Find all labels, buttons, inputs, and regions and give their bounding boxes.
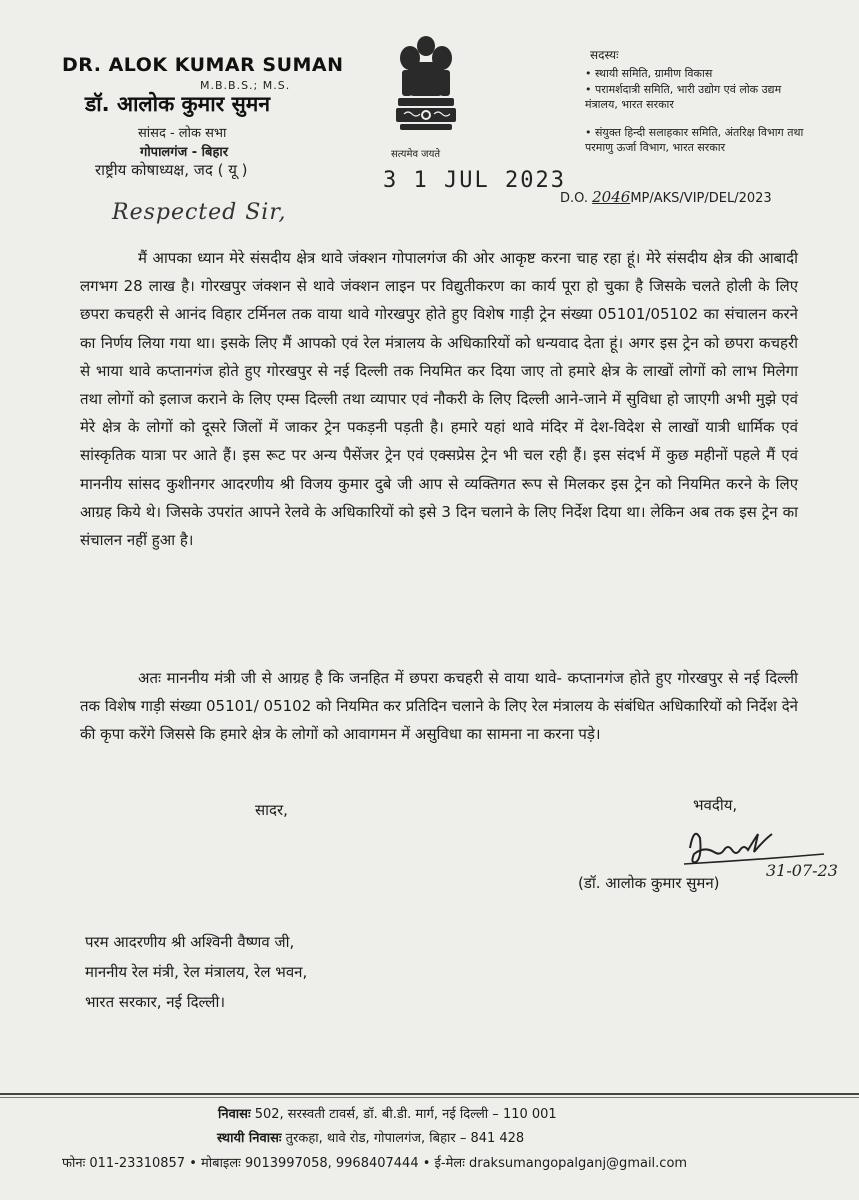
body-paragraph-1: मैं आपका ध्यान मेरे संसदीय क्षेत्र थावे जंक्शन गोपालगंज की ओर आकृष्ट करना चाह रहा हूं। मेरे संसदीय क्षेत्र की आबादी लगभग 28 लाख है। गोरखपुर जंक्शन से थावे जंक्शन लाइन पर विद्युतीकरण का कार्य पूरा हो चुका है जिसके चलते होली के लिए छपरा कचहरी से आनंद विहार टर्मिनल तक वाया थावे गोरखपुर होते हुए विशेष गाड़ी ट्रेन संख्या 05101/05102 का संचालन करने का निर्णय लिया गया था। इसके लिए मैं आपको एवं रेल मंत्रालय के अधिकारियों को धन्यवाद देता हूं। अगर इस ट्रेन को छपरा कचहरी से भाया थावे कप्तानगंज होते हुए गोरखपुर से नई दिल्ली तक नियमित कर दिया जाए तो हमारे क्षेत्र के लाखों लोगों को लाभ मिलेगा तथा लोगों को इलाज कराने के लिए एम्स दिल्ली तथा व्यापार एवं नौकरी के लिए दिल्ली आने-जाने में सुविधा हो जाएगी अभी मुझे एवं मेरे क्षेत्र के लोगों को दूसरे जिलों में जाकर ट्रेन पकड़नी पड़ती है। हमारे यहां थावे मंदिर में देश-विदेश से लाखों यात्री धार्मिक एवं सांस्कृतिक यात्रा पर आते हैं। इस रूट पर अन्य पैसेंजर ट्रेन एवं एक्सप्रेस ट्रेन भी चल रही हैं। इस संदर्भ में कुछ महीनों पहले मैं एवं माननीय सांसद कुशीनगर आदरणीय श्री विजय कुमार दुबे जी आप से व्यक्तिगत रूप से मिलकर इस ट्रेन को नियमित करने के लिए आग्रह किये थे। जिसके उपरांत आपने रेलवे के अधिकारियों को इसे 3 दिन चलाने के लिए निर्देश दिया था। लेकिन अब तक इस ट्रेन का संचालन नहीं हुआ है। [80,249,798,550]
letterhead-degree: M.B.B.S.; M.S. [200,79,291,92]
footer-divider [0,1093,859,1095]
mobile-number: 9013997058, 9968407444 [244,1156,419,1171]
footer-divider [0,1097,859,1098]
addressee-line: परम आदरणीय श्री अश्विनी वैष्णव जी, [85,933,295,951]
do-number: 2046 [592,188,631,206]
membership-item: • स्थायी समिति, ग्रामीण विकास [585,67,713,80]
email-address: draksumangopalganj@gmail.com [468,1156,688,1171]
membership-item: • संयुक्त हिन्दी सलाहकार समिति, अंतरिक्ष विभाग तथा परमाणु ऊर्जा विभाग, भारत सरकार [585,126,804,154]
footer-permanent-residence: स्थायी निवासः तुरकहा, थावे रोड, गोपालगंज, बिहार – 841 428 [217,1131,525,1146]
membership-title: सदस्यः [590,48,619,62]
do-reference: D.O. 2046MP/AKS/VIP/DEL/2023 [560,188,772,206]
letterhead-line-mp: सांसद - लोक सभा [138,126,227,141]
national-emblem-icon [386,32,466,142]
letterhead-name-hindi: डॉ. आलोक कुमार सुमन [85,92,270,116]
footer-residence: निवासः 502, सरस्वती टावर्स, डॉ. बी.डी. मार्ग, नई दिल्ली – 110 001 [218,1107,557,1122]
signer-name: (डॉ. आलोक कुमार सुमन) [578,874,720,892]
emblem-motto: सत्यमेव जयते [391,149,441,160]
addressee-line: भारत सरकार, नई दिल्ली। [85,993,226,1011]
phone-number: 011-23310857 [89,1156,186,1171]
date-stamp: 3 1 JUL 2023 [383,168,566,193]
letterhead-name-english: DR. ALOK KUMAR SUMAN [62,54,344,76]
bullet-icon: • [585,126,592,139]
closing-sadar: सादर, [255,801,288,819]
addressee-line: माननीय रेल मंत्री, रेल मंत्रालय, रेल भवन, [85,963,308,981]
closing-bhavdiy: भवदीय, [693,796,738,814]
signature-date: 31-07-23 [766,861,838,880]
signature-icon [678,818,838,880]
membership-item: • परामर्शदात्री समिति, भारी उद्योग एवं लोक उद्यम मंत्रालय, भारत सरकार [585,83,782,111]
bullet-icon: • [585,83,592,96]
bullet-icon: • [585,67,592,80]
separator-icon: • [422,1156,431,1171]
letterhead-line-constituency: गोपालगंज - बिहार [140,145,229,160]
separator-icon: • [189,1156,197,1171]
salutation: Respected Sir, [112,200,287,225]
footer-contacts: फोनः 011-23310857 • मोबाइलः 9013997058, 9968407444 • ई-मेलः draksumangopalganj@gmail.com [62,1156,688,1171]
letterhead-line-treasurer: राष्ट्रीय कोषाध्यक्ष, जद ( यू ) [95,161,248,179]
body-paragraph-2: अतः माननीय मंत्री जी से आग्रह है कि जनहित में छपरा कचहरी से वाया थावे- कप्तानगंज होते हुए गोरखपुर से नई दिल्ली तक विशेष गाड़ी संख्या 05101/ 05102 को नियमित कर प्रतिदिन चलाने के लिए रेल मंत्रालय के संबंधित अधिकारियों को निर्देश देने की कृपा करेंगे जिससे कि हमारे क्षेत्र के लोगों को आवागमन में असुविधा का सामना ना करना पड़े। [80,669,798,744]
